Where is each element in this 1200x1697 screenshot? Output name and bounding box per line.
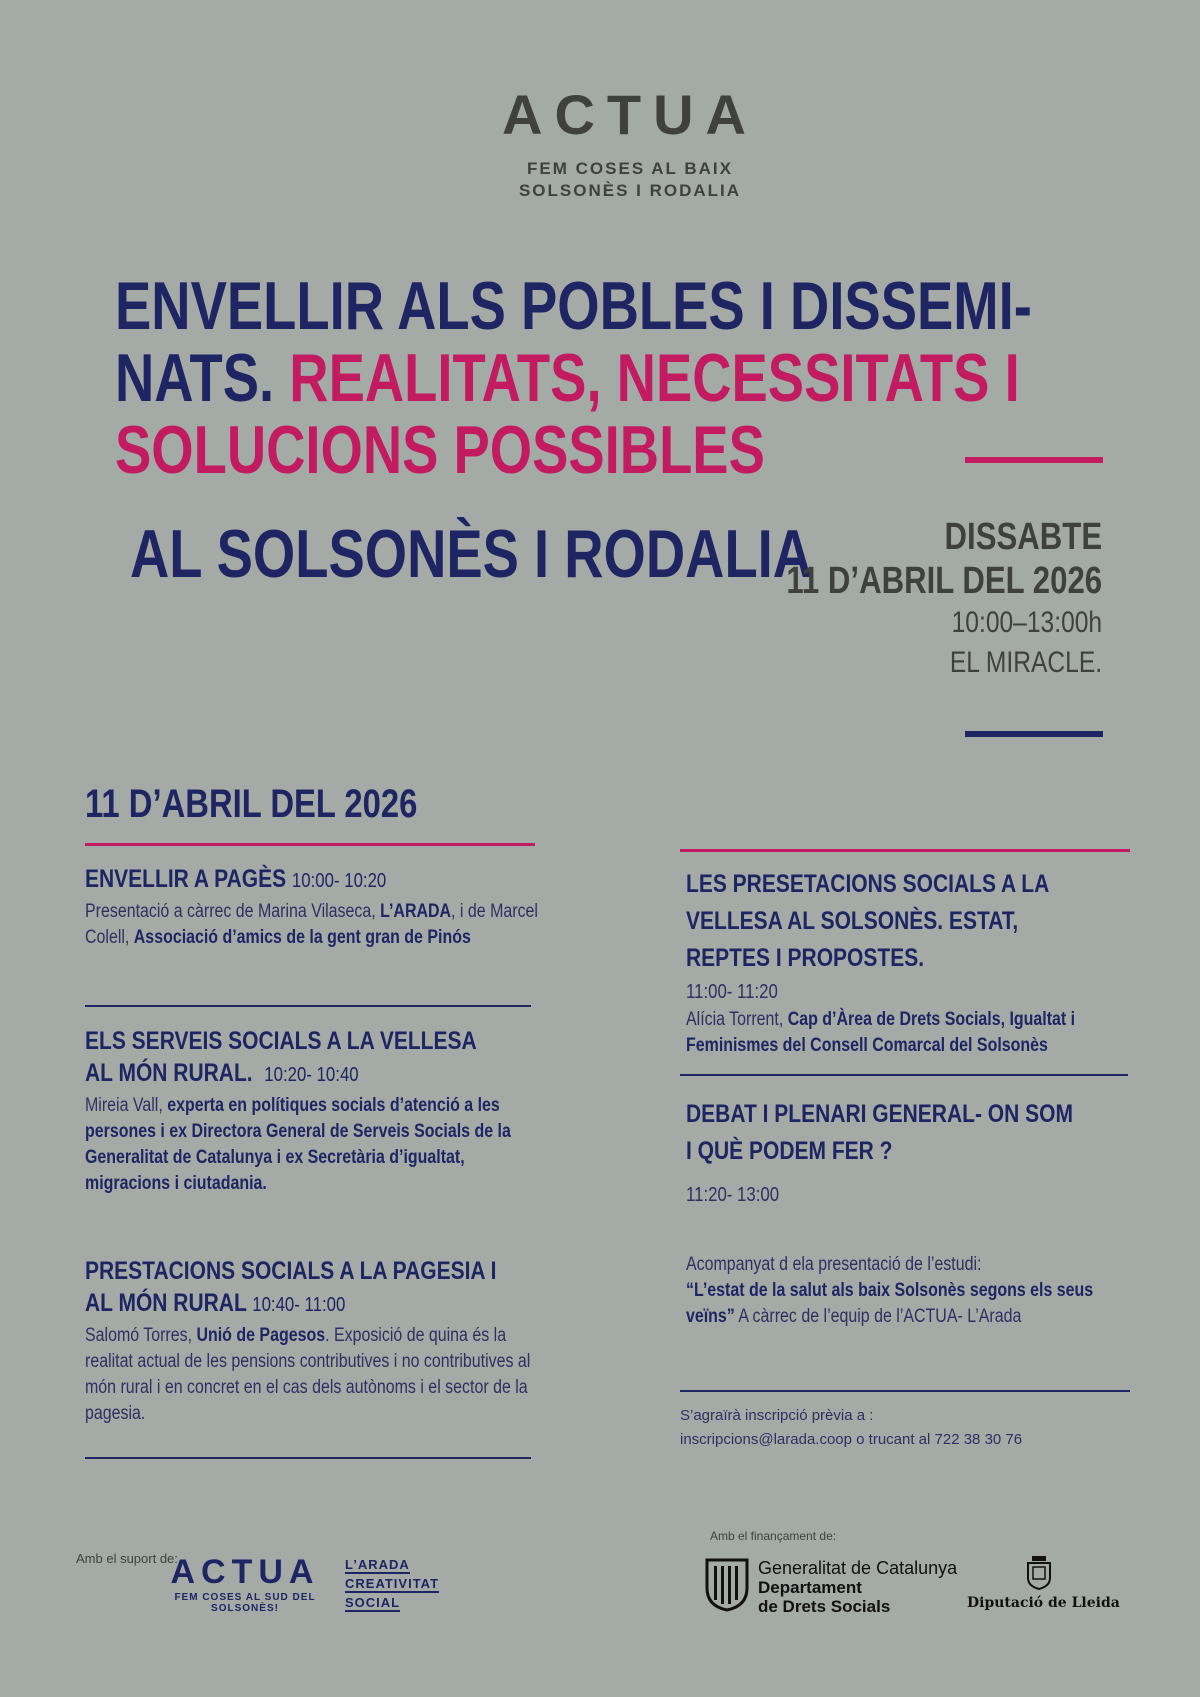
item-3-title-1: PRESTACIONS SOCIALS A LA PAGESIA I <box>85 1257 497 1285</box>
event-day: DISSABTE <box>944 516 1102 558</box>
item-5-title-1: DEBAT I PLENARI GENERAL- ON SOM <box>686 1100 1073 1128</box>
item-2-body <box>85 1093 539 1197</box>
item-4-body <box>686 1007 1140 1059</box>
diputacio-logo: Diputació de Lleida <box>967 1595 1120 1611</box>
rule-right-1 <box>680 1074 1128 1076</box>
program-item-4 <box>686 866 1140 1059</box>
rule-left-2 <box>85 1457 531 1459</box>
generalitat-emblem-icon <box>703 1556 751 1612</box>
program-item-2 <box>85 1025 539 1197</box>
logo-sub-line-1: FEM COSES AL BAIX <box>527 159 733 178</box>
event-time: 10:00–13:00h <box>951 606 1102 639</box>
main-title <box>115 268 1032 488</box>
item-4-body-bold: Cap d’Àrea de Drets Socials, Igualtat i Feminismes del Consell Comarcal del Solsonès <box>686 1009 1076 1056</box>
generalitat-dept-1: Departament <box>758 1578 862 1597</box>
event-place: EL MIRACLE. <box>949 646 1102 679</box>
item-1-title <box>85 863 539 897</box>
item-1-body-a-bold: L’ARADA <box>380 901 452 922</box>
item-1-title-text: ENVELLIR A PAGÈS <box>85 865 287 893</box>
registration-line-1: S’agraïrà inscripció prèvia a : <box>680 1407 874 1424</box>
item-4-body-a: Alícia Torrent, <box>686 1009 788 1030</box>
larada-text-2: CREATIVITAT <box>345 1576 440 1591</box>
item-3-title-2-text: AL MÓN RURAL <box>85 1289 247 1317</box>
generalitat-name: Generalitat de Catalunya <box>758 1558 958 1578</box>
rule-right-2 <box>680 1390 1130 1392</box>
item-5-time: 11:20- 13:00 <box>686 1184 780 1206</box>
item-4-title-1: LES PRESETACIONS SOCIALS A LA <box>686 870 1050 898</box>
item-3-body <box>85 1323 539 1427</box>
item-1-body-a: Presentació a càrrec de Marina Vilaseca, <box>85 901 381 922</box>
larada-logo <box>345 1555 439 1612</box>
accent-bar-navy <box>965 731 1103 737</box>
registration-note <box>680 1404 1022 1452</box>
accent-bar-pink <box>965 457 1103 463</box>
item-5-title-2: I QUÈ PODEM FER ? <box>686 1137 893 1165</box>
title-line-2-pink: REALITATS, NECESSITATS I <box>289 340 1020 416</box>
footer-actua-title: ACTUA <box>170 1553 320 1591</box>
study-note <box>686 1250 1140 1330</box>
event-date: 11 D’ABRIL DEL 2026 <box>786 560 1102 602</box>
item-1-body <box>85 899 539 951</box>
title-line-3: SOLUCIONS POSSIBLES <box>115 412 765 488</box>
rule-left-1 <box>85 1005 531 1007</box>
study-intro: Acompanyat d ela presentació de l’estudi: <box>686 1254 982 1275</box>
registration-line-2: inscripcions@larada.coop o trucant al 722 38 30 76 <box>680 1431 1023 1448</box>
item-3-time: 10:40- 11:00 <box>252 1294 346 1316</box>
item-2-title-2-text: AL MÓN RURAL. <box>85 1059 253 1087</box>
study-credit: A càrrec de l’equip de l’ACTUA- L’Arada <box>738 1306 1022 1327</box>
header-logo-subtitle <box>0 158 1200 202</box>
program-item-1 <box>85 863 539 951</box>
footer-actua-sub: FEM COSES AL SUD DEL SOLSONÈS! <box>174 1592 316 1614</box>
item-4-title-3: REPTES I PROPOSTES. <box>686 944 925 972</box>
title-line-2 <box>115 340 1020 416</box>
item-2-title-2 <box>85 1057 539 1091</box>
event-info <box>717 515 1102 683</box>
item-2-body-a: Mireia Vall, <box>85 1095 168 1116</box>
larada-text-3: SOCIAL <box>345 1595 401 1610</box>
item-1-time: 10:00- 10:20 <box>291 870 387 892</box>
study-title: “L’estat de la salut als baix Solsonès segons els seus veïns” <box>686 1280 1094 1327</box>
program-date-heading: 11 D’ABRIL DEL 2026 <box>85 782 418 826</box>
item-2-title-1: ELS SERVEIS SOCIALS A LA VELLESA <box>85 1027 477 1055</box>
support-label: Amb el suport de: <box>76 1551 178 1566</box>
larada-line-3 <box>345 1593 439 1612</box>
item-3-body-bold: Unió de Pagesos <box>196 1325 326 1346</box>
title-line-4: AL SOLSONÈS I RODALIA <box>130 516 813 592</box>
title-line-1: ENVELLIR ALS POBLES I DISSEMI- <box>115 268 1032 344</box>
item-3-title-2 <box>85 1287 539 1321</box>
item-4-time: 11:00- 11:20 <box>686 981 778 1003</box>
footer-actua-logo <box>155 1553 335 1614</box>
item-3-body-b: . Exposició de quina és la realitat actual de les pensions contributives i no contributives al món rural i en concret en el cas dels autònoms i el sector de la pagesia. <box>85 1325 531 1424</box>
program-item-3 <box>85 1255 539 1427</box>
item-1-body-b: , i de Marcel Colell, <box>85 901 538 948</box>
larada-text-1: L’ARADA <box>345 1557 410 1572</box>
rule-right-top <box>680 849 1130 852</box>
study-text <box>686 1252 1140 1330</box>
logo-sub-line-2: SOLSONÈS I RODALIA <box>518 181 742 200</box>
rule-left-top <box>85 843 535 846</box>
item-2-body-bold: experta en polítiques socials d’atenció a les persones i ex Directora General de Serveis Socials de la Generalitat de Catalunya i ex Secretària d’igualtat, migracions i ciutadania. <box>85 1095 511 1194</box>
diputacio-emblem-icon <box>1024 1554 1054 1590</box>
funding-label: Amb el finançament de: <box>710 1529 837 1543</box>
item-3-body-a: Salomó Torres, <box>85 1325 197 1346</box>
generalitat-logo <box>758 1559 957 1616</box>
item-4-title-2: VELLESA AL SOLSONÈS. ESTAT, <box>686 907 1019 935</box>
program-item-5 <box>686 1096 1140 1208</box>
title-line-2-navy: NATS. <box>115 340 290 416</box>
header-logo-title: ACTUA <box>502 83 758 146</box>
larada-line-1 <box>345 1555 439 1574</box>
larada-line-2 <box>345 1574 439 1593</box>
item-2-time: 10:20- 10:40 <box>264 1064 359 1086</box>
item-1-body-b-bold: Associació d’amics de la gent gran de Pinós <box>133 927 471 948</box>
generalitat-dept-2: de Drets Socials <box>758 1597 891 1616</box>
